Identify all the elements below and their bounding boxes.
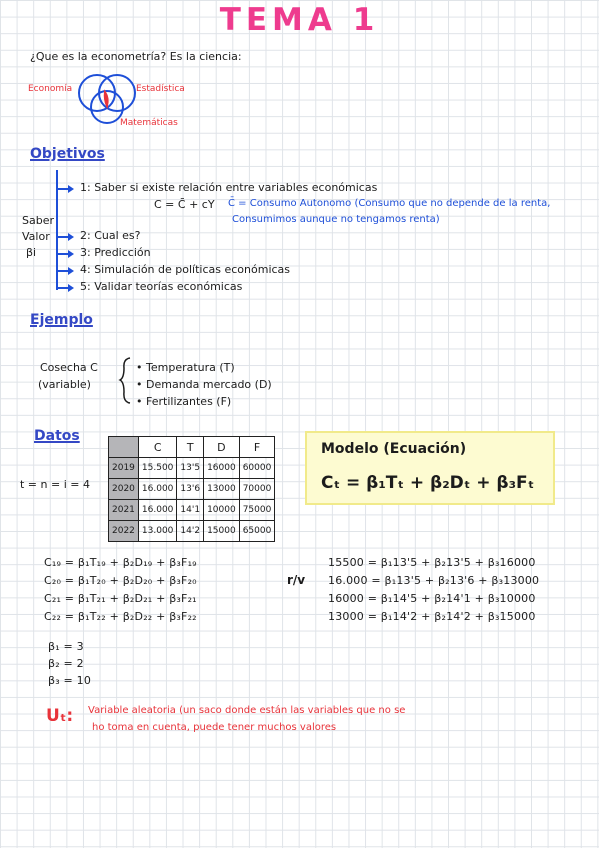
side-label-beta: βi xyxy=(26,246,37,259)
arrow-icon xyxy=(68,185,74,193)
beta-2: β₂ = 2 xyxy=(48,657,84,670)
table-header-f: F xyxy=(239,437,275,458)
objetivo-item-1: 1: Saber si existe relación entre variables económicas xyxy=(80,181,378,194)
equation-left-2: C₂₀ = β₁T₂₀ + β₂D₂₀ + β₃F₂₀ xyxy=(44,574,197,587)
arrow-icon xyxy=(68,250,74,258)
ejemplo-heading: Ejemplo xyxy=(30,312,93,328)
venn-label-matematicas: Matemáticas xyxy=(120,118,178,128)
table-header-c: C xyxy=(138,437,177,458)
ejemplo-bullet-3: • Fertilizantes (F) xyxy=(136,395,232,408)
equation-right-2: 16.000 = β₁13'5 + β₂13'6 + β₃13000 xyxy=(328,574,540,587)
data-table xyxy=(108,436,275,542)
ut-symbol: Uₜ: xyxy=(46,706,74,726)
arrow-icon xyxy=(68,267,74,275)
ejemplo-bullet-1: • Temperatura (T) xyxy=(136,361,235,374)
datos-heading: Datos xyxy=(34,428,80,444)
objetivos-heading: Objetivos xyxy=(30,146,105,162)
model-box xyxy=(305,431,555,505)
model-title: Modelo (Ecuación) xyxy=(321,441,467,457)
side-label-saber: Saber xyxy=(22,214,54,227)
venn-label-economia: Economía xyxy=(28,84,73,94)
ut-note-line1: Variable aleatoria (un saco donde están las variables que no se xyxy=(88,705,406,716)
equation-left-1: C₁₉ = β₁T₁₉ + β₂D₁₉ + β₃F₁₉ xyxy=(44,556,197,569)
side-label-valor: Valor xyxy=(22,230,50,243)
table-row: 2021 16.000 14'1 10000 75000 xyxy=(109,500,275,521)
beta-3: β₃ = 10 xyxy=(48,674,92,687)
beta-1: β₁ = 3 xyxy=(48,640,84,653)
intro-question: ¿Que es la econometría? Es la ciencia: xyxy=(30,50,242,63)
tni-label: t = n = i = 4 xyxy=(20,478,90,491)
table-row: 2020 16.000 13'6 13000 70000 xyxy=(109,479,275,500)
equation-right-4: 13000 = β₁14'2 + β₂14'2 + β₃15000 xyxy=(328,610,536,623)
model-equation: Cₜ = β₁Tₜ + β₂Dₜ + β₃Fₜ xyxy=(321,473,535,493)
consumo-note-line1: C̄ = Consumo Autonomo (Consumo que no depende de la renta, xyxy=(228,198,551,209)
arrow-icon xyxy=(68,233,74,241)
equation-left-3: C₂₁ = β₁T₂₁ + β₂D₂₁ + β₃F₂₁ xyxy=(44,592,197,605)
objetivo-item-4: 4: Simulación de políticas económicas xyxy=(80,263,291,276)
objetivo-item-3: 3: Predicción xyxy=(80,246,151,259)
equation-right-3: 16000 = β₁14'5 + β₂14'1 + β₃10000 xyxy=(328,592,536,605)
consumo-note-line2: Consumimos aunque no tengamos renta) xyxy=(232,214,440,225)
arrow-icon xyxy=(68,284,74,292)
brace-icon xyxy=(118,356,134,406)
equation-left-4: C₂₂ = β₁T₂₂ + β₂D₂₂ + β₃F₂₂ xyxy=(44,610,197,623)
table-header-t: T xyxy=(177,437,204,458)
table-row: 2022 13.000 14'2 15000 65000 xyxy=(109,521,275,542)
venn-label-estadistica: Estadística xyxy=(136,84,185,94)
objetivo-item-5: 5: Validar teorías económicas xyxy=(80,280,243,293)
table-header-corner xyxy=(109,437,139,458)
table-row: 2019 15.500 13'5 16000 60000 xyxy=(109,458,275,479)
equation-right-1: 15500 = β₁13'5 + β₂13'5 + β₃16000 xyxy=(328,556,536,569)
equation-connector: r/v xyxy=(287,573,306,587)
ejemplo-bullet-2: • Demanda mercado (D) xyxy=(136,378,272,391)
ejemplo-cosecha: Cosecha C xyxy=(40,361,98,374)
ut-note-line2: ho toma en cuenta, puede tener muchos valores xyxy=(92,722,337,733)
objetivo-item-2: 2: Cual es? xyxy=(80,229,141,242)
page-title: TEMA 1 xyxy=(219,2,380,38)
venn-diagram xyxy=(75,70,145,125)
table-header-d: D xyxy=(204,437,240,458)
consumo-formula: C = C̄ + cY xyxy=(154,198,215,211)
ejemplo-variable: (variable) xyxy=(38,378,91,391)
